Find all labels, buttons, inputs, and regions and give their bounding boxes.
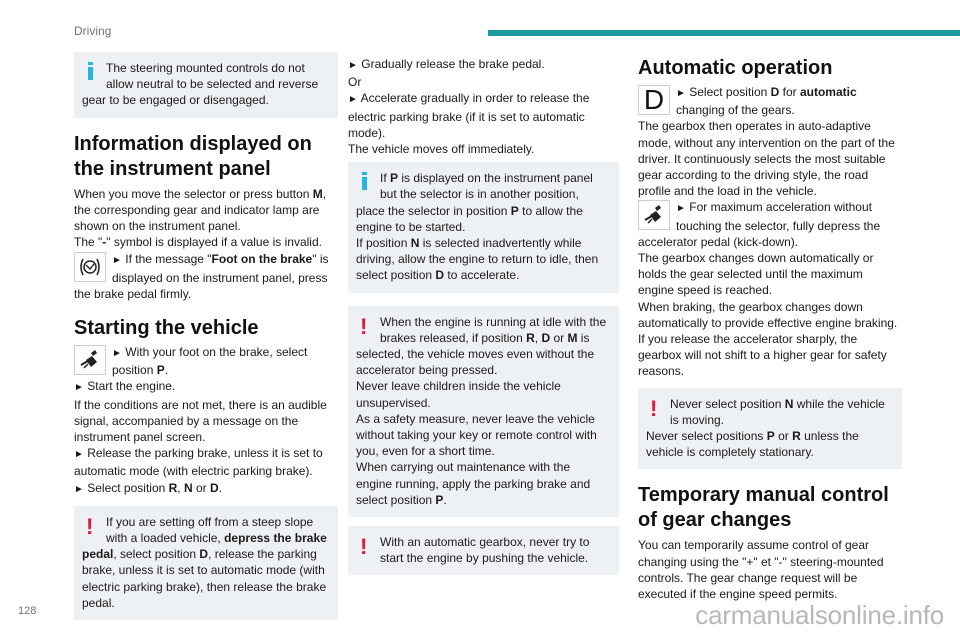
paragraph: The gearbox changes down automatically or holds the gear selected until the maximum engine speed is reached. (638, 251, 874, 298)
heading-instrument-panel: Information displayed on the instrument panel (74, 132, 312, 180)
header-accent-bar (488, 30, 960, 36)
step-select-d: ► Select position D for automatic changing of the gears. (676, 85, 857, 118)
info-text: The steering mounted controls do not allow neutral to be selected and reverse gear to be engaged or disengaged. (82, 61, 319, 108)
paragraph: The vehicle moves off immediately. (348, 142, 535, 157)
step-release-pedal: ► Gradually release the brake pedal. (348, 57, 545, 71)
brake-pedal-icon (74, 345, 106, 375)
step-kick-down: ► For maximum acceleration without touching the selector, fully depress the accelerator pedal (kick-down). (638, 200, 881, 249)
warning-box: ! If you are setting off from a steep slope with a loaded vehicle, depress the brake pedal, select position D, release the parking brake, unless it is set to automatic mode (with electric parking brake), then release the brake pedal. (74, 506, 338, 620)
info-icon (82, 60, 104, 86)
step-select-gear: ► Select position R, N or D. (74, 480, 222, 495)
paragraph: If the conditions are not met, there is an audible signal, accompanied by a message on the instrument panel screen. (74, 397, 327, 445)
paragraph: When you move the selector or press button M, the corresponding gear and indicator lamp are shown on the instrument panel. (74, 186, 327, 234)
heading-starting-vehicle: Starting the vehicle (74, 317, 259, 340)
paragraph: You can temporarily assume control of gear changing using the "+" et "-" steering-mounted controls. The gear change request will be executed if the engine speed permits. (638, 538, 884, 602)
column-1 (74, 52, 338, 620)
warning-box: ! With an automatic gearbox, never try to start the engine by pushing the vehicle. (348, 526, 619, 575)
warning-icon: ! (650, 395, 658, 421)
warning-box: ! When the engine is running at idle with the brakes released, if position R, D or M is selected, the vehicle moves even without the accelerator being pressed. Never leave children inside the vehicle unsupervised. As a safety measure, never leave the vehicle without taking your key or remote control with you, even for a short time. When carrying out maintenance with the engine running, apply the parking brake and select position P. (348, 306, 619, 517)
column-3 (638, 56, 902, 602)
warning-icon: ! (86, 513, 94, 539)
paragraph: If you release the accelerator sharply, the gearbox will not shift to a higher gear for safety reasons. (638, 332, 887, 379)
heading-temporary-manual: Temporary manual control of gear changes (638, 484, 889, 532)
watermark: carmanualsonline.info (695, 600, 944, 630)
step-foot-on-brake: ► If the message "Foot on the brake" is displayed on the instrument panel, press the brake pedal firmly. (74, 252, 329, 301)
paragraph: The "-" symbol is displayed if a value is invalid. (74, 235, 322, 250)
warning-box: ! Never select position N while the vehicle is moving. Never select positions P or R unless the vehicle is completely stationary. (638, 388, 902, 470)
heading-automatic-operation: Automatic operation (638, 57, 833, 79)
accelerator-pedal-icon (638, 200, 670, 230)
warning-icon: ! (360, 313, 368, 339)
info-box: If P is displayed on the instrument panel but the selector is in another position, place the selector in position P to allow the engine to be started. If position N is selected inadvertently while driving, allow the engine to return to idle, then select position D to accelerate. (348, 162, 619, 292)
step-start-engine: ► Start the engine. (74, 379, 176, 394)
info-box (74, 52, 338, 118)
step-accelerate: ► Accelerate gradually in order to release the electric parking brake (if it is set to automatic mode). (348, 91, 590, 140)
info-icon (356, 170, 378, 196)
column-2 (348, 56, 619, 575)
foot-on-brake-icon (74, 252, 106, 282)
paragraph: When braking, the gearbox changes down automatically to provide effective engine braking. (638, 299, 898, 330)
paragraph: The gearbox then operates in auto-adaptive mode, without any intervention on the part of the driver. It continuously selects the most suitable gear according to the driving style, the road profile and the load in the vehicle. (638, 119, 895, 199)
page-number: 128 (18, 605, 37, 617)
step-select-p: ► With your foot on the brake, select position P. (112, 345, 308, 378)
or-text: Or (348, 75, 362, 90)
warning-icon: ! (360, 534, 368, 560)
section-title: Driving (74, 24, 112, 38)
gear-d-icon: D (638, 85, 670, 115)
step-release-brake: ► Release the parking brake, unless it is set to automatic mode (with electric parking brake). (74, 446, 323, 479)
